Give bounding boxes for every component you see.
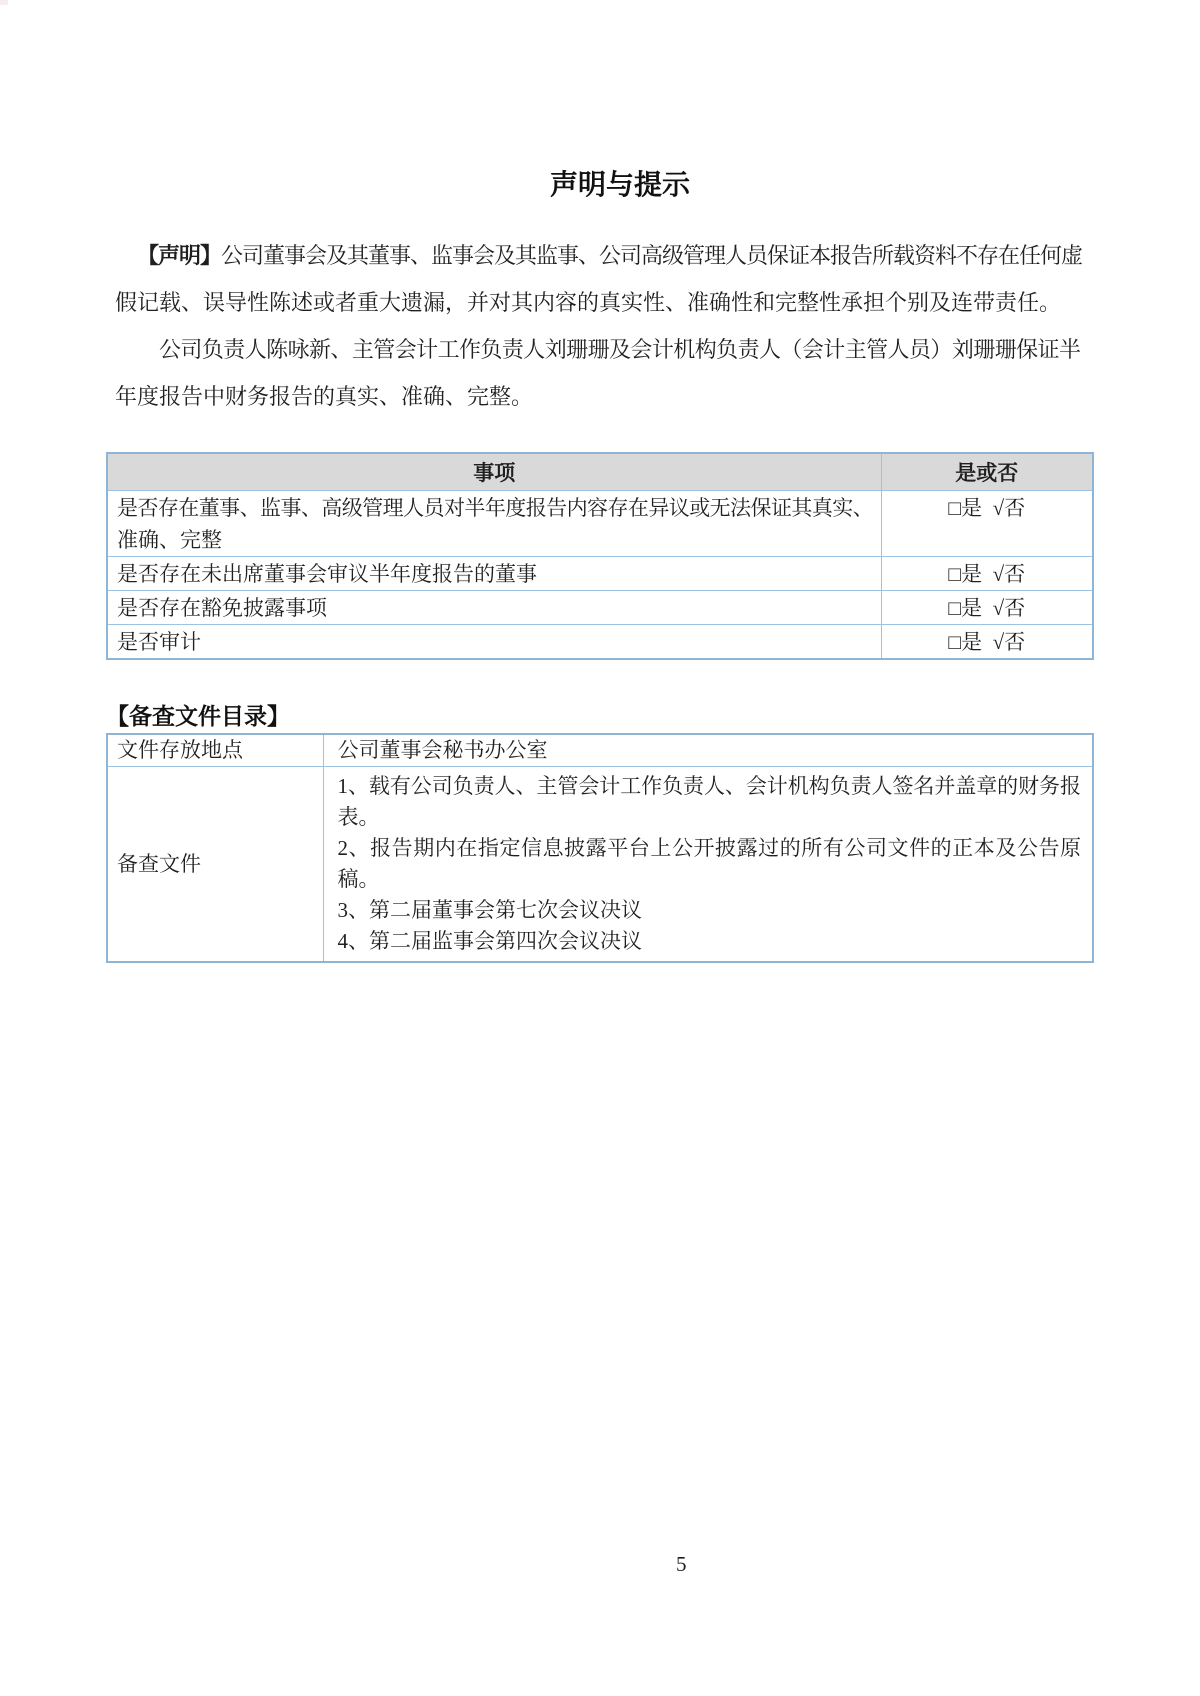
table-row [107,625,1093,660]
files-line: 稿。 [337,866,380,891]
page-title: 声明与提示 [549,168,690,201]
declaration-paragraph [115,232,1083,326]
files-line: 表。 [337,804,380,829]
declaration-line1-text: 公司董事会及其董事、监事会及其监事、公司高级管理人员保证本报告所载资料不存在任何虚 [221,243,1083,268]
answer-cell: □是 √否 [881,491,1093,557]
declaration-label: 【声明】 [137,243,222,268]
items-table-header-row [107,453,1093,491]
table-row [107,734,1093,766]
answer-cell: □是 √否 [881,591,1093,625]
item-text-line2: 准确、完整 [117,528,222,552]
item-cell [107,491,881,557]
items-table-header-answer: 是或否 [881,453,1093,491]
items-table-header-item: 事项 [107,453,881,491]
declaration-line-1 [115,232,1083,279]
items-table [106,452,1094,660]
declaration-line-2: 假记载、误导性陈述或者重大遗漏，并对其内容的真实性、准确性和完整性承担个别及连带责任。 [115,290,1062,315]
item-text-line1: 是否存在董事、监事、高级管理人员对半年度报告内容存在异议或无法保证其真实、 [117,496,873,520]
documents-section-heading: 【备查文件目录】 [106,704,290,729]
files-label-cell: 备查文件 [107,766,323,962]
scan-corner-artifact [0,0,8,5]
item-cell: 是否存在未出席董事会审议半年度报告的董事 [107,557,881,591]
files-line: 2、报告期内在指定信息披露平台上公开披露过的所有公司文件的正本及公告原 [337,835,1080,860]
item-cell: 是否存在豁免披露事项 [107,591,881,625]
table-row [107,557,1093,591]
files-line: 1、载有公司负责人、主管会计工作负责人、会计机构负责人签名并盖章的财务报 [337,773,1080,798]
page-number: 5 [676,1552,687,1576]
files-line: 3、第二届董事会第七次会议决议 [337,897,642,922]
location-value-cell: 公司董事会秘书办公室 [323,734,1093,766]
answer-cell: □是 √否 [881,557,1093,591]
table-row [107,491,1093,557]
table-row [107,591,1093,625]
table-row [107,766,1093,962]
item-cell: 是否审计 [107,625,881,660]
files-list-cell [323,766,1093,962]
responsibility-paragraph [115,326,1080,420]
documents-table [106,733,1094,963]
location-label-cell: 文件存放地点 [107,734,323,766]
responsibility-line-2: 年度报告中财务报告的真实、准确、完整。 [115,384,534,409]
answer-cell: □是 √否 [881,625,1093,660]
files-line: 4、第二届监事会第四次会议决议 [337,928,642,953]
responsibility-line-1: 公司负责人陈咏新、主管会计工作负责人刘珊珊及会计机构负责人（会计主管人员）刘珊珊保证半 [159,337,1080,362]
